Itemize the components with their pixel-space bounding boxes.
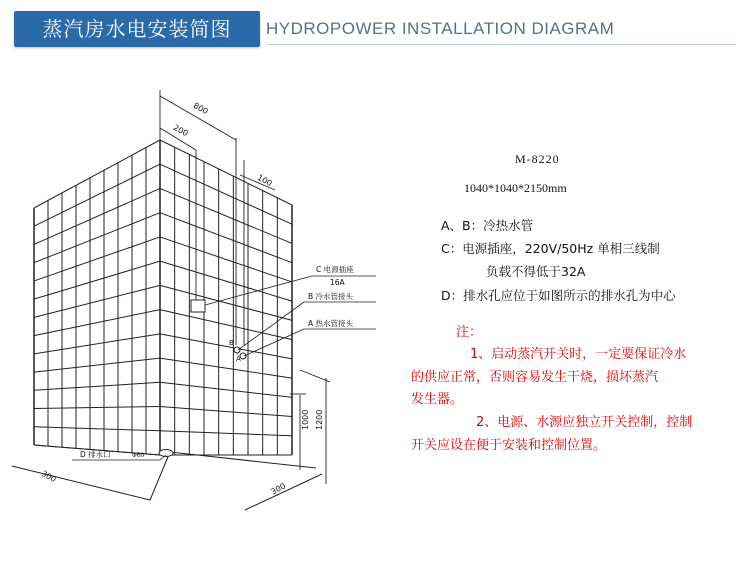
- left-wall-tile-row: [34, 407, 160, 409]
- cold-water-connector: [234, 347, 240, 353]
- right-wall-tile-row: [160, 285, 292, 320]
- label-hot-water: A 热水管接头: [308, 319, 354, 328]
- left-wall-tile-row: [34, 382, 160, 390]
- dim-300-left-line: [12, 466, 150, 500]
- left-wall-tile-row: [34, 334, 160, 354]
- label-power-socket: C 电源插座: [316, 265, 354, 274]
- mark-b: B: [229, 339, 234, 347]
- mark-a: A: [236, 355, 241, 363]
- page-title: 蒸汽房水电安装简图: [14, 11, 260, 47]
- note-2-line-2: 开关应设在便于安装和控制位置。: [411, 438, 607, 453]
- note-1-line-2: 的供应正常，否则容易发生干烧，损坏蒸汽: [411, 370, 659, 385]
- left-wall-tile-row: [34, 261, 160, 299]
- legend-d: D：排水孔应位于如图所示的排水孔为中心: [441, 288, 676, 303]
- right-wall-tile-row: [160, 382, 292, 397]
- dim-200-label: 200: [171, 123, 190, 139]
- right-wall-tile-row: [160, 261, 292, 301]
- right-wall-tile-row: [160, 164, 292, 224]
- dim-300-right-label: 300: [269, 481, 288, 497]
- header-bar: [0, 0, 750, 62]
- right-wall-tile-row: [160, 407, 292, 417]
- note-1-line-1: 1、启动蒸汽开关时，一定要保证冷水: [470, 347, 687, 362]
- left-wall-tile-row: [34, 358, 160, 372]
- installation-diagram-svg: [0, 62, 400, 568]
- dim-1200-label: 1200: [315, 409, 324, 430]
- right-wall-tile-row: [160, 310, 292, 340]
- left-wall-tile-row: [34, 310, 160, 336]
- dim-100-label: 100: [255, 173, 274, 189]
- label-cold-water: B 冷水管接头: [308, 292, 354, 301]
- label-power-socket-amp: 16A: [330, 278, 345, 287]
- notes-title: 注：: [456, 325, 483, 340]
- label-drain: D 排水口: [80, 450, 111, 459]
- note-1-line-3: 发生器。: [411, 392, 464, 407]
- dim-300-left-label: 300: [39, 469, 58, 485]
- note-2-line-1: 2、电源、水源应独立开关控制，控制: [476, 415, 693, 430]
- page-subtitle: HYDROPOWER INSTALLATION DIAGRAM: [266, 19, 615, 38]
- left-wall-tile-row: [34, 237, 160, 281]
- hot-water-connector: [240, 353, 246, 359]
- left-wall-tile-row: [34, 213, 160, 263]
- dim-800-label: 800: [191, 101, 210, 117]
- model-number: M-8220: [515, 152, 560, 166]
- right-wall-tile-row: [160, 334, 292, 359]
- legend-ab: A、B：冷热水管: [441, 218, 534, 233]
- power-socket-box: [191, 300, 205, 312]
- right-wall-tile-row: [160, 140, 292, 205]
- left-wall-tile-row: [34, 285, 160, 317]
- dim-1000-label: 1000: [301, 409, 310, 430]
- product-dimensions: 1040*1040*2150mm: [464, 181, 567, 195]
- legend-c-load: 负载不得低于32A: [486, 264, 586, 279]
- tile-walls: [34, 140, 292, 455]
- label-drain-size: Φ60: [132, 452, 145, 459]
- right-wall-tile-row: [160, 213, 292, 263]
- legend-c: C：电源插座，220V/50Hz 单相三线制: [441, 241, 660, 256]
- right-wall-tile-row: [160, 237, 292, 282]
- right-wall-tile-row: [160, 358, 292, 378]
- right-wall-tile-row: [160, 431, 292, 436]
- left-wall-tile-row: [34, 427, 160, 431]
- header-divider: [266, 44, 736, 45]
- dim-300-right-line: [170, 452, 316, 468]
- installation-diagram: [0, 62, 400, 568]
- right-wall-tile-row: [160, 188, 292, 243]
